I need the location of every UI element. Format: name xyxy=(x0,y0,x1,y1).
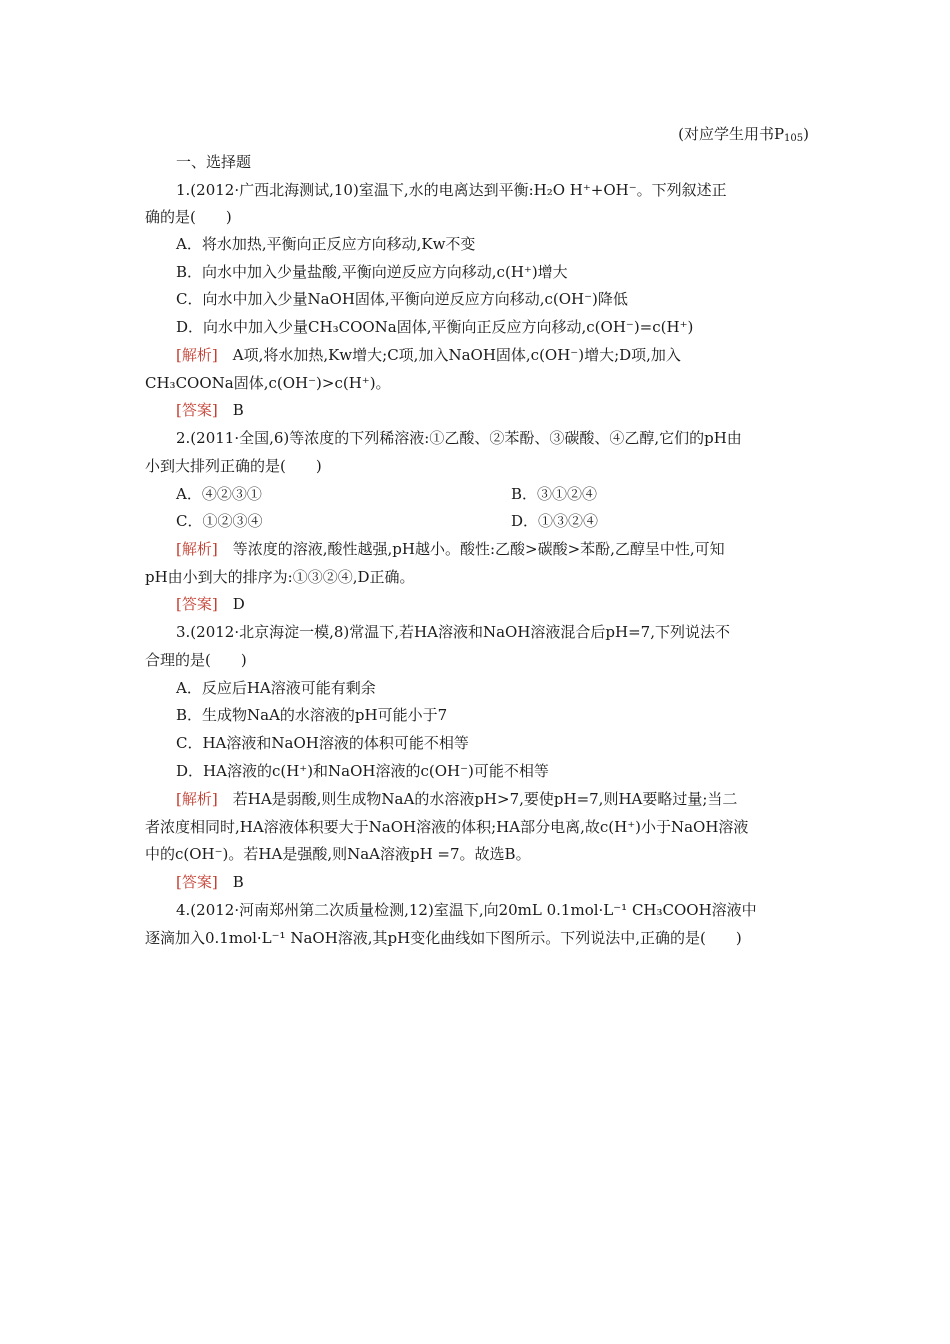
q3-answer-line xyxy=(176,872,244,894)
q3-analysis-line1 xyxy=(176,789,737,811)
q2-analysis-text1: 等浓度的溶液,酸性越强,pH越小。酸性:乙酸>碳酸>苯酚,乙醇呈中性,可知 xyxy=(232,540,725,558)
q2-options-row2 xyxy=(176,511,599,533)
q3-analysis-tag: [解析] xyxy=(176,790,218,808)
q1-answer-line xyxy=(176,400,244,422)
q3-analysis-line3: 中的c(OH⁻)。若HA是强酸,则NaA溶液pH =7。故选B。 xyxy=(145,845,531,863)
q3-analysis-text1: 若HA是弱酸,则生成物NaA的水溶液pH>7,要使pH=7,则HA要略过量;当二 xyxy=(232,790,738,808)
q1-option-a: A．将水加热,平衡向正反应方向移动,Kw不变 xyxy=(176,235,476,253)
page-reference-close: ) xyxy=(803,125,809,143)
q2-stem-line1: 2.(2011·全国,6)等浓度的下列稀溶液:①乙酸、②苯酚、③碳酸、④乙醇,它们的pH由 xyxy=(176,429,742,447)
q2-answer-tag: [答案] xyxy=(176,595,218,613)
q1-analysis-line2: CH₃COONa固体,c(OH⁻)>c(H⁺)。 xyxy=(145,374,391,392)
q1-answer-tag: [答案] xyxy=(176,401,218,419)
q2-answer: D xyxy=(232,595,245,613)
q1-analysis-line1 xyxy=(176,345,681,367)
q2-options-row1 xyxy=(176,484,598,506)
q3-analysis-line2: 者浓度相同时,HA溶液体积要大于NaOH溶液的体积;HA部分电离,故c(H⁺)小于NaOH溶液 xyxy=(145,818,749,836)
q2-analysis-line1 xyxy=(176,539,725,561)
q2-option-d: D．①③②④ xyxy=(511,512,599,530)
q1-option-d: D．向水中加入少量CH₃COONa固体,平衡向正反应方向移动,c(OH⁻)=c(H⁺) xyxy=(176,318,694,336)
q2-analysis-line2: pH由小到大的排序为:①③②④,D正确。 xyxy=(145,568,415,586)
page-reference xyxy=(678,124,809,146)
q4-stem-line2: 逐滴加入0.1mol·L⁻¹ NaOH溶液,其pH变化曲线如下图所示。下列说法中,正确的是( ) xyxy=(145,929,742,947)
q3-answer-tag: [答案] xyxy=(176,873,218,891)
q3-option-a: A．反应后HA溶液可能有剩余 xyxy=(176,679,376,697)
q1-option-b: B．向水中加入少量盐酸,平衡向逆反应方向移动,c(H⁺)增大 xyxy=(176,263,568,281)
q1-option-c: C．向水中加入少量NaOH固体,平衡向逆反应方向移动,c(OH⁻)降低 xyxy=(176,290,628,308)
q3-option-b: B．生成物NaA的水溶液的pH可能小于7 xyxy=(176,706,448,724)
q3-stem-line1: 3.(2012·北京海淀一模,8)常温下,若HA溶液和NaOH溶液混合后pH=7,下列说法不 xyxy=(176,623,730,641)
q3-answer: B xyxy=(232,873,244,891)
q2-analysis-tag: [解析] xyxy=(176,540,218,558)
q1-stem-line2: 确的是( ) xyxy=(145,208,232,226)
page-reference-text: (对应学生用书P xyxy=(678,125,785,143)
q3-stem-line2: 合理的是( ) xyxy=(145,651,247,669)
q1-analysis-text1: A项,将水加热,Kw增大;C项,加入NaOH固体,c(OH⁻)增大;D项,加入 xyxy=(232,346,681,364)
q1-answer: B xyxy=(232,401,244,419)
q2-option-b: B．③①②④ xyxy=(511,485,598,503)
q1-analysis-tag: [解析] xyxy=(176,346,218,364)
q3-option-c: C．HA溶液和NaOH溶液的体积可能不相等 xyxy=(176,734,469,752)
q4-stem-line1: 4.(2012·河南郑州第二次质量检测,12)室温下,向20mL 0.1mol·L⁻¹ CH₃COOH溶液中 xyxy=(176,901,757,919)
q2-answer-line xyxy=(176,594,245,616)
q2-option-a: A．④②③① xyxy=(176,485,262,503)
page-reference-number: 105 xyxy=(784,133,804,144)
q1-stem-line1: 1.(2012·广西北海测试,10)室温下,水的电离达到平衡:H₂O H⁺+OH⁻。下列叙述正 xyxy=(176,181,727,199)
q3-option-d: D．HA溶液的c(H⁺)和NaOH溶液的c(OH⁻)可能不相等 xyxy=(176,762,549,780)
section-title: 一、选择题 xyxy=(176,153,252,171)
q2-option-c: C．①②③④ xyxy=(176,512,263,530)
q2-stem-line2: 小到大排列正确的是( ) xyxy=(145,457,322,475)
